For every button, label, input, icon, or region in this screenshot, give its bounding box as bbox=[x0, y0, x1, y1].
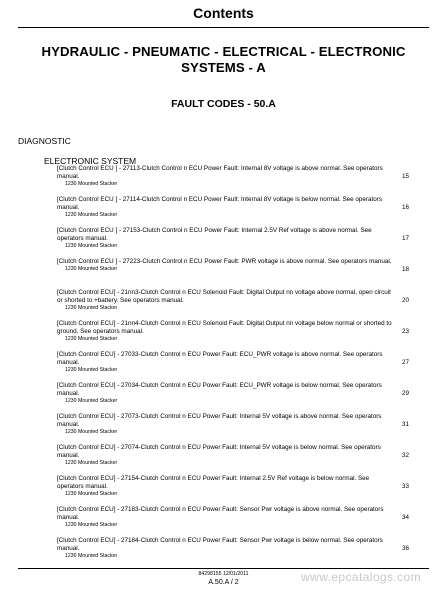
toc-entry-model: 1230 Mounted Stacker bbox=[65, 367, 118, 374]
page-title: Contents bbox=[193, 5, 254, 21]
toc-entry-page[interactable]: 18 bbox=[401, 266, 409, 274]
diagnostic-heading: DIAGNOSTIC bbox=[18, 136, 71, 146]
toc-entry-page[interactable]: 32 bbox=[401, 452, 409, 460]
toc-entry-text[interactable]: [Clutch Control ECU] - 27184-Clutch Control n ECU Power Fault: Sensor Pwr voltage is below normal. See operators manual. bbox=[57, 537, 383, 553]
toc-entry[interactable] bbox=[57, 537, 409, 568]
section-title-line-2: SYSTEMS - A bbox=[181, 60, 266, 75]
toc-entry-page[interactable]: 17 bbox=[401, 235, 409, 243]
header-divider bbox=[18, 27, 429, 28]
toc-entry-text[interactable]: [Clutch Control ECU ] - 27114-Clutch Control n ECU Power Fault: Internal 8V voltage is below normal. See operators manual. bbox=[57, 196, 383, 212]
toc-entry-model: 1230 Mounted Stacker bbox=[65, 212, 118, 219]
toc-entry-page[interactable]: 31 bbox=[401, 421, 409, 429]
toc-entry[interactable] bbox=[57, 227, 409, 258]
section-title bbox=[0, 44, 447, 76]
toc-entry-list bbox=[57, 165, 409, 568]
toc-entry-model: 1230 Mounted Stacker bbox=[65, 460, 118, 467]
toc-entry[interactable] bbox=[57, 289, 409, 320]
toc-entry-page[interactable]: 23 bbox=[401, 328, 409, 336]
toc-entry-page[interactable]: 33 bbox=[401, 483, 409, 491]
toc-entry-text[interactable]: [Clutch Control ECU] - 21nn4-Clutch Control n ECU Solenoid Fault: Digital Output nn voltage below normal or shorted to ground. See operators manual. bbox=[57, 320, 392, 336]
toc-entry-page[interactable]: 27 bbox=[401, 359, 409, 367]
toc-entry-model: 1230 Mounted Stacker bbox=[65, 243, 118, 250]
fault-codes-subtitle: FAULT CODES - 50.A bbox=[171, 98, 276, 110]
toc-entry-page[interactable]: 20 bbox=[401, 297, 409, 305]
toc-entry-text[interactable]: [Clutch Control ECU ] - 27223-Clutch Control n ECU Power Fault: PWR voltage is above normal. See operators manual. bbox=[57, 258, 392, 265]
toc-entry-model: 1230 Mounted Stacker bbox=[65, 398, 118, 405]
toc-entry-text[interactable]: [Clutch Control ECU] - 21nn3-Clutch Control n ECU Solenoid Fault: Digital Output nn voltage above normal, open circuit or shorted to +battery. See operators manual. bbox=[57, 289, 391, 305]
toc-entry-text[interactable]: [Clutch Control ECU] - 27033-Clutch Control n ECU Power Fault: ECU_PWR voltage is above normal. See operators manual. bbox=[57, 351, 383, 367]
toc-entry-model: 1230 Mounted Stacker bbox=[65, 181, 118, 188]
toc-entry-model: 1230 Mounted Stacker bbox=[65, 553, 118, 560]
toc-entry-model: 1230 Mounted Stacker bbox=[65, 491, 118, 498]
toc-entry-text[interactable]: [Clutch Control ECU] - 27074-Clutch Control n ECU Power Fault: Internal 5V voltage is below normal. See operators manual. bbox=[57, 444, 381, 460]
toc-entry-model: 1230 Mounted Stacker bbox=[65, 522, 118, 529]
electronic-system-heading: ELECTRONIC SYSTEM bbox=[44, 156, 137, 166]
toc-entry-page[interactable]: 16 bbox=[401, 204, 409, 212]
section-title-line-1: HYDRAULIC - PNEUMATIC - ELECTRICAL - ELECTRONIC bbox=[41, 44, 406, 59]
toc-entry-text[interactable]: [Clutch Control ECU] - 27183-Clutch Control n ECU Power Fault: Sensor Pwr voltage is above normal. See operators manual. bbox=[57, 506, 384, 522]
footer-page-number: A.50.A / 2 bbox=[208, 579, 239, 586]
toc-entry[interactable] bbox=[57, 413, 409, 444]
toc-entry-text[interactable]: [Clutch Control ECU ] - 27113-Clutch Control n ECU Power Fault: Internal 8V voltage is above normal. See operators manual. bbox=[57, 165, 383, 181]
watermark: www.epcatalogs.com bbox=[301, 570, 421, 584]
toc-entry-model: 1230 Mounted Stacker bbox=[65, 429, 118, 436]
toc-entry-model: 1230 Mounted Stacker bbox=[65, 336, 118, 343]
toc-entry-page[interactable]: 29 bbox=[401, 390, 409, 398]
toc-entry-text[interactable]: [Clutch Control ECU] - 27154-Clutch Control n ECU Power Fault: Internal 2.5V Ref voltage is below normal. See operators manual. bbox=[57, 475, 370, 491]
toc-entry[interactable] bbox=[57, 475, 409, 506]
toc-entry[interactable] bbox=[57, 320, 409, 351]
toc-entry[interactable] bbox=[57, 444, 409, 475]
toc-entry-text[interactable]: [Clutch Control ECU ] - 27153-Clutch Control n ECU Power Fault: Internal 2.5V Ref voltage is above normal. See operators manual. bbox=[57, 227, 372, 243]
toc-entry-page[interactable]: 36 bbox=[401, 545, 409, 553]
toc-entry[interactable] bbox=[57, 165, 409, 196]
toc-entry[interactable] bbox=[57, 196, 409, 227]
toc-entry-text[interactable]: [Clutch Control ECU] - 27073-Clutch Control n ECU Power Fault: Internal 5V voltage is above normal. See operators manual. bbox=[57, 413, 382, 429]
toc-entry-page[interactable]: 15 bbox=[401, 173, 409, 181]
toc-entry-text[interactable]: [Clutch Control ECU] - 27034-Clutch Control n ECU Power Fault: ECU_PWR voltage is below normal. See operators manual. bbox=[57, 382, 382, 398]
toc-entry[interactable] bbox=[57, 506, 409, 537]
footer-document-id: 84298155 12/01/2011 bbox=[198, 571, 249, 577]
toc-entry[interactable] bbox=[57, 382, 409, 413]
toc-entry-page[interactable]: 34 bbox=[401, 514, 409, 522]
footer-divider bbox=[18, 568, 429, 569]
toc-entry[interactable] bbox=[57, 351, 409, 382]
toc-entry[interactable] bbox=[57, 258, 409, 289]
toc-entry-model: 1230 Mounted Stacker bbox=[65, 266, 118, 273]
toc-entry-model: 1230 Mounted Stacker bbox=[65, 305, 118, 312]
